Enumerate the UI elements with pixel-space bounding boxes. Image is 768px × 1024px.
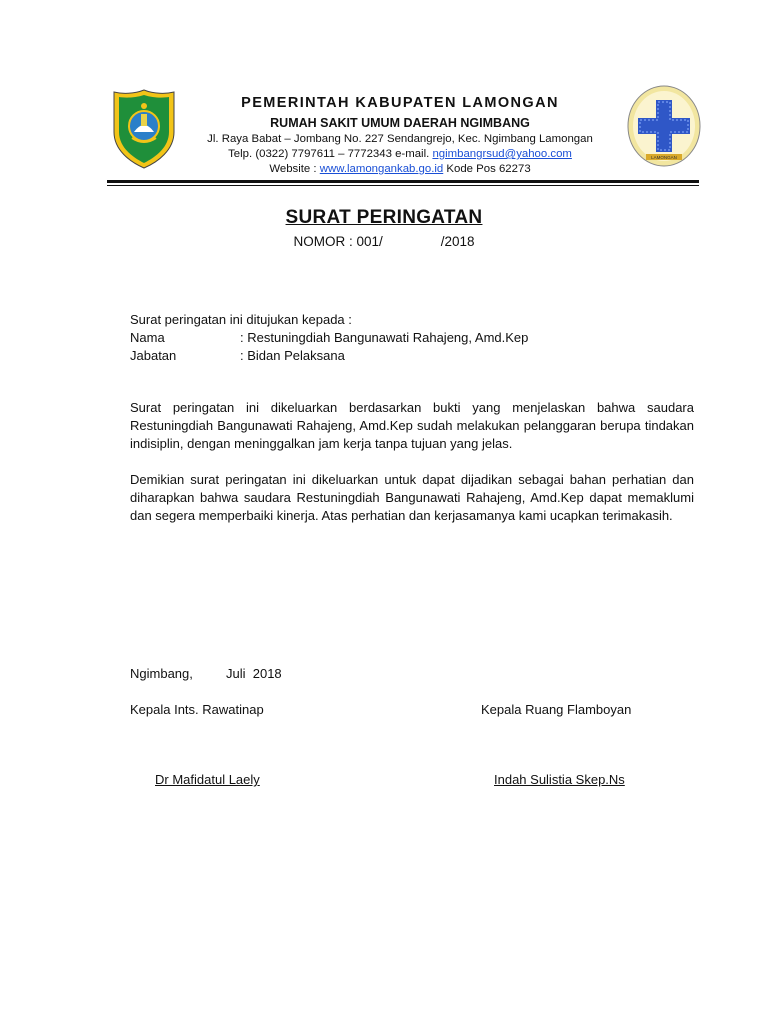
- date-place: Ngimbang,: [130, 666, 193, 681]
- signer-left-name: Dr Mafidatul Laely: [155, 772, 260, 787]
- letterhead-government: PEMERINTAH KABUPATEN LAMONGAN: [241, 95, 559, 111]
- letter-number-prefix: NOMOR : 001/: [293, 234, 383, 249]
- position-label: Jabatan: [130, 348, 177, 363]
- letterhead-website: [190, 162, 610, 177]
- position-value: : Bidan Pelaksana: [240, 348, 345, 363]
- name-value: : Restuningdiah Bangunawati Rahajeng, Amd.Kep: [240, 330, 529, 345]
- letterhead-contact: [190, 147, 610, 162]
- recipient-intro: Surat peringatan ini ditujukan kepada :: [130, 312, 352, 327]
- letterhead-hospital: RUMAH SAKIT UMUM DAERAH NGIMBANG: [270, 116, 530, 130]
- body-paragraph-2: Demikian surat peringatan ini dikeluarkan untuk dapat dijadikan sebagai bahan perhatian dan diharapkan bahwa saudara Restuningdiah Bangunawati Rahajeng, Amd.Kep dapat memaklumi dan segera memperbaiki kinerja. Atas perhatian dan kerjasamanya kami ucapkan terimakasih.: [130, 472, 694, 523]
- signer-left-title: Kepala Ints. Rawatinap: [130, 702, 264, 717]
- letter-number-suffix: /2018: [440, 234, 475, 249]
- phone-text: Telp. (0322) 7797611 – 7772343 e-mail.: [228, 148, 433, 160]
- website-link[interactable]: www.lamongankab.go.id: [319, 163, 444, 175]
- right-logo-text: LAMONGAN: [651, 155, 677, 160]
- letter-number: [0, 234, 768, 249]
- name-label: Nama: [130, 330, 165, 345]
- postcode-text: Kode Pos 62273: [443, 163, 531, 175]
- hospital-cross-logo-icon: [626, 84, 702, 168]
- signer-right-title: Kepala Ruang Flamboyan: [481, 702, 632, 717]
- letterhead: [190, 94, 610, 177]
- lamongan-shield-logo-icon: [112, 88, 176, 170]
- body-paragraph-1: Surat peringatan ini dikeluarkan berdasarkan bukti yang menjelaskan bahwa saudara Restuningdiah Bangunawati Rahajeng, Amd.Kep sudah melakukan pelanggaran berupa tindakan indisiplin, dengan meninggalkan jam kerja tanpa tujuan yang jelas.: [130, 400, 694, 451]
- email-link[interactable]: ngimbangrsud@yahoo.com: [432, 148, 572, 160]
- date-month-year: Juli 2018: [226, 666, 282, 681]
- letterhead-divider-thin: [107, 185, 699, 186]
- letter-title: SURAT PERINGATAN: [285, 207, 483, 228]
- website-label: Website :: [269, 163, 320, 175]
- signer-right-name: Indah Sulistia Skep.Ns: [494, 772, 625, 787]
- letterhead-address: Jl. Raya Babat – Jombang No. 227 Sendangrejo, Kec. Ngimbang Lamongan: [207, 133, 593, 145]
- recipient-name-row: [130, 329, 528, 347]
- recipient-position-row: [130, 347, 345, 365]
- letterhead-divider-thick: [107, 180, 699, 183]
